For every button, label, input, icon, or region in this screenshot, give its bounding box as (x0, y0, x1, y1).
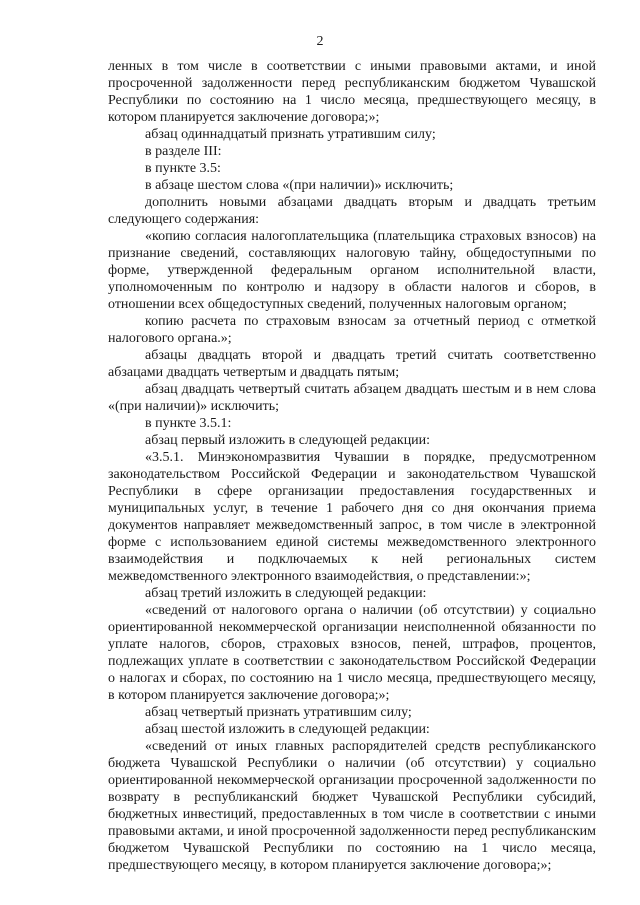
paragraph: «копию согласия налогоплательщика (плательщика страховых взносов) на признание сведений, составляющих налоговую тайну, общедоступными по форме, утвержденной федеральным органом исполнительной власти, уполномоченным по контролю и надзору в области налогов и сборов, в отношении всех общедоступных сведений, полученных налоговым органом; (108, 229, 596, 312)
paragraph: «сведений от налогового органа о наличии (об отсутствии) у социально ориентированной некоммерческой организации неисполненной обязанности по уплате налогов, сборов, страховых взносов, пеней, штрафов, процентов, подлежащих уплате в соответствии с законодательством Российской Федерации о налогах и сборах, по состоянию на 1 число месяца, предшествующего месяцу, в котором планируется заключение договора;»; (108, 603, 596, 703)
paragraph: абзац четвертый признать утратившим силу; (145, 705, 412, 720)
page-number: 2 (316, 34, 324, 49)
paragraph: «3.5.1. Минэкономразвития Чувашии в порядке, предусмотренном законодательством Российской Федерации и законодательством Чувашской Республики в сфере организации предоставления государственных и муниципальных услуг, в течение 1 рабочего дня со дня окончания приема документов направляет межведомственный запрос, в том числе в электронной форме с использованием единой системы межведомственного электронного взаимодействия и подключаемых к ней региональных систем межведомственного электронного взаимодействия, о представлении:»; (108, 450, 596, 584)
paragraph: в пункте 3.5: (145, 161, 221, 176)
paragraph: в абзаце шестом слова «(при наличии)» исключить; (145, 178, 454, 193)
paragraph: в разделе III: (145, 144, 222, 159)
paragraph: абзац первый изложить в следующей редакции: (145, 433, 431, 448)
paragraph: абзац шестой изложить в следующей редакции: (145, 722, 430, 737)
paragraph: в пункте 3.5.1: (145, 416, 232, 431)
paragraph: абзац одиннадцатый признать утратившим силу; (145, 127, 436, 142)
paragraph: «сведений от иных главных распорядителей средств республиканского бюджета Чувашской Республики о наличии (об отсутствии) у социально ориентированной некоммерческой организации просроченной задолженности по возврату в республиканский бюджет Чувашской Республики субсидий, бюджетных инвестиций, предоставленных в том числе в соответствии с иными правовыми актами, и иной просроченной задолженности перед республиканским бюджетом Чувашской Республики по состоянию на 1 число месяца, предшествующего месяцу, в котором планируется заключение договора;»; (108, 739, 596, 873)
paragraph: абзац двадцать четвертый считать абзацем двадцать шестым и в нем слова «(при наличии)» исключить; (108, 382, 596, 414)
paragraph: абзац третий изложить в следующей редакции: (145, 586, 427, 601)
paragraph: абзацы двадцать второй и двадцать третий считать соответственно абзацами двадцать четвертым и двадцать пятым; (108, 348, 596, 380)
paragraph: копию расчета по страховым взносам за отчетный период с отметкой налогового органа.»; (108, 314, 596, 346)
paragraph: дополнить новыми абзацами двадцать вторым и двадцать третьим следующего содержания: (108, 195, 596, 227)
paragraph-continuation: ленных в том числе в соответствии с иными правовыми актами, и иной просроченной задолженности перед республиканским бюджетом Чувашской Республики по состоянию на 1 число месяца, предшествующего месяцу, в котором планируется заключение договора;»; (108, 59, 596, 125)
document-body (108, 58, 596, 874)
